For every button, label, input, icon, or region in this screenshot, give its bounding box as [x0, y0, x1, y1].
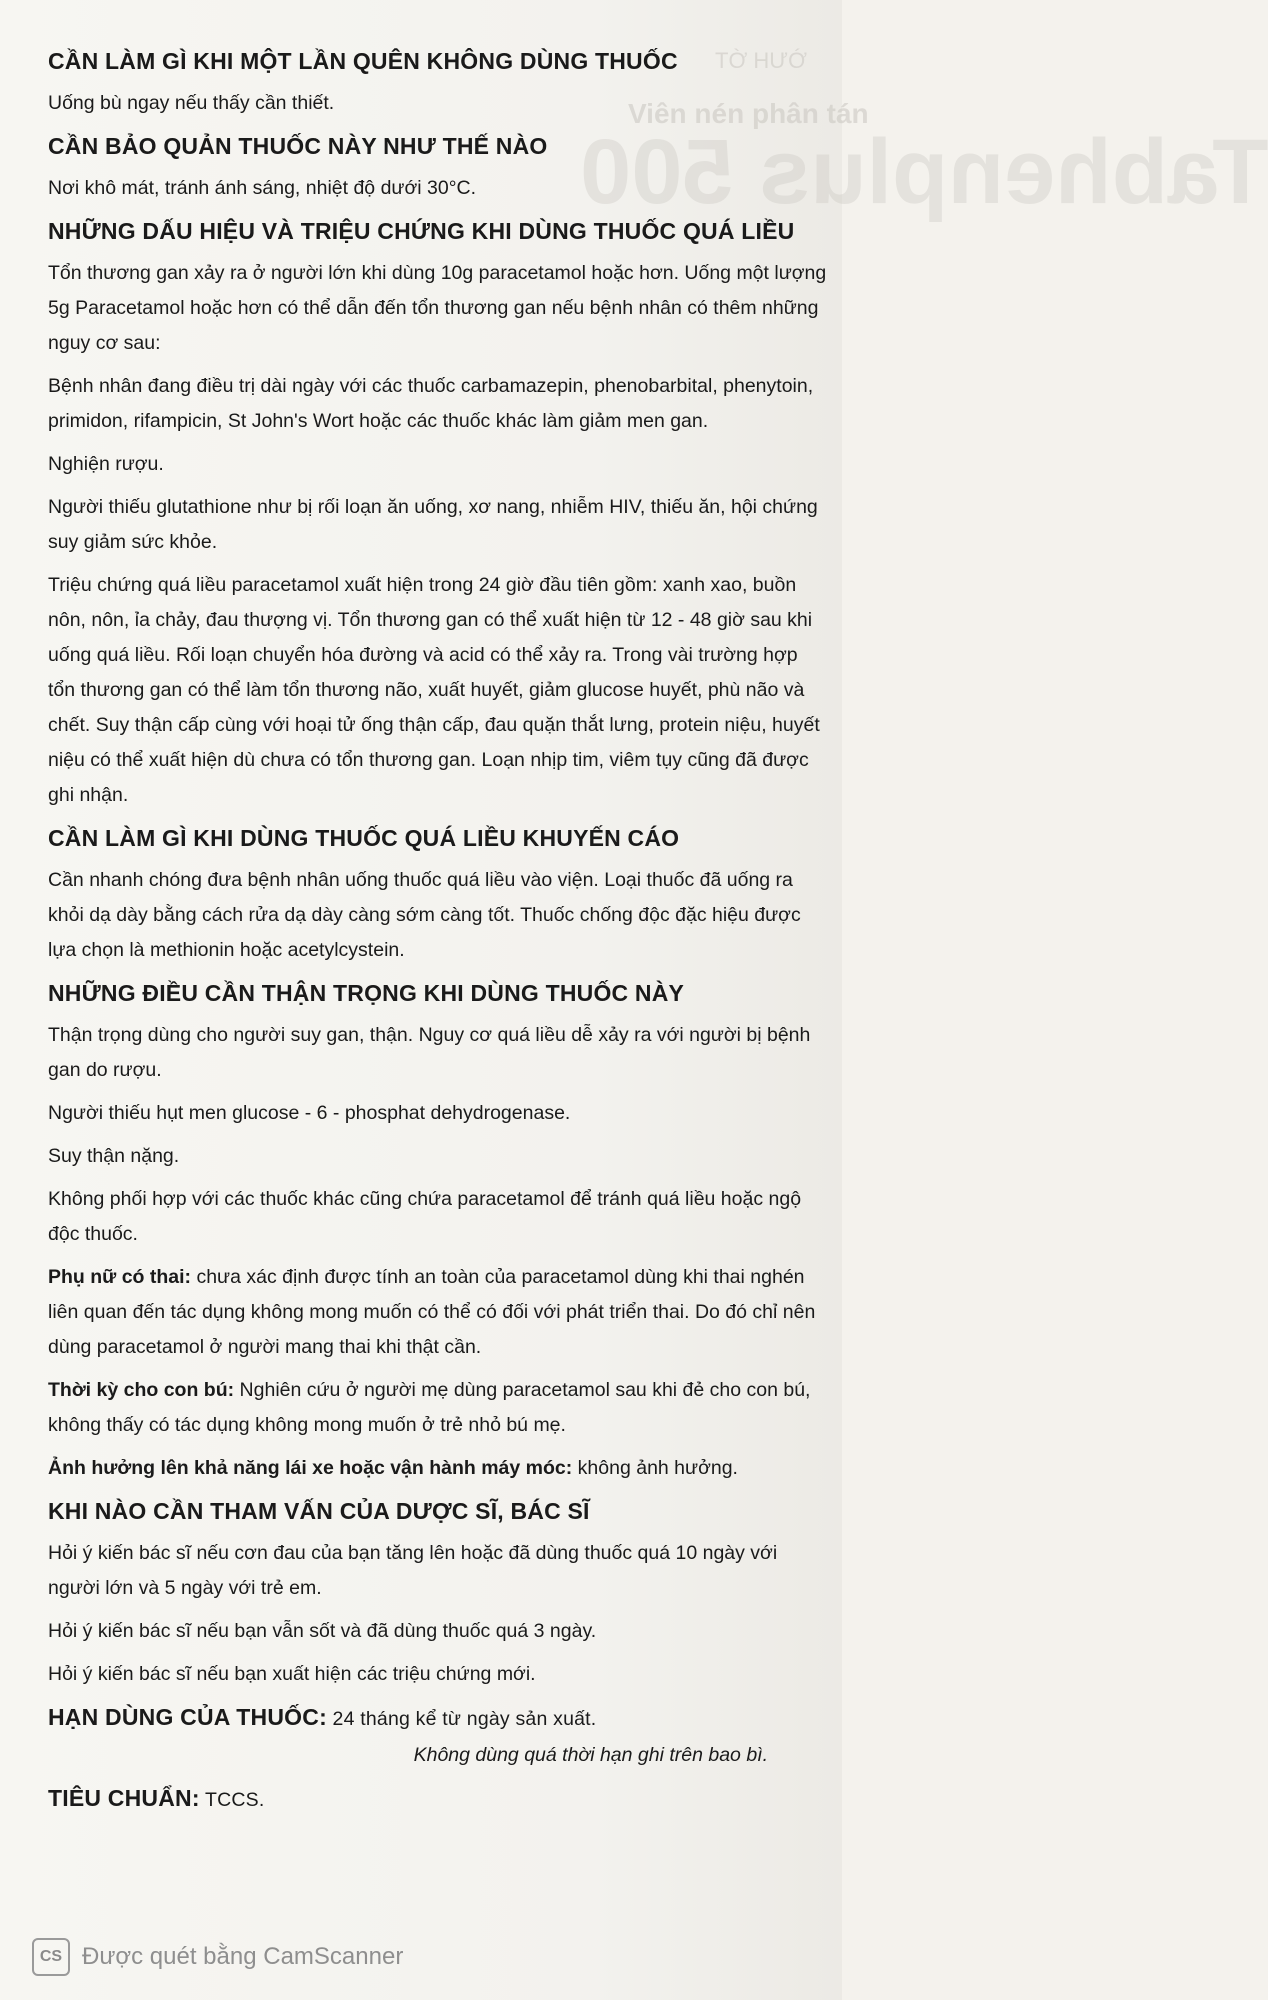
section-consult [48, 1494, 828, 1692]
labeled-paragraph-pregnancy [48, 1260, 828, 1365]
section-heading: CẦN LÀM GÌ KHI DÙNG THUỐC QUÁ LIỀU KHUYẾN CÁO [48, 825, 680, 851]
section-heading: KHI NÀO CẦN THAM VẤN CỦA DƯỢC SĨ, BÁC SĨ [48, 1498, 590, 1524]
section-text: Người thiếu glutathione như bị rối loạn ăn uống, xơ nang, nhiễm HIV, thiếu ăn, hội chứng suy giảm sức khỏe. [48, 496, 818, 553]
section-text: Nơi khô mát, tránh ánh sáng, nhiệt độ dưới 30°C. [48, 177, 476, 199]
section-text: Không phối hợp với các thuốc khác cũng chứa paracetamol để tránh quá liều hoặc ngộ độc thuốc. [48, 1188, 802, 1245]
section-text: Người thiếu hụt men glucose - 6 - phosphat dehydrogenase. [48, 1102, 571, 1124]
paragraph-body: Nghiên cứu ở người mẹ dùng paracetamol sau khi đẻ cho con bú, không thấy có tác dụng không mong muốn ở trẻ nhỏ bú mẹ. [48, 1379, 811, 1436]
section-text: Suy thận nặng. [48, 1145, 180, 1167]
camscanner-logo-icon: CS [32, 1938, 70, 1976]
section-expiry [48, 1700, 828, 1773]
paragraph-label: Ảnh hưởng lên khả năng lái xe hoặc vận hành máy móc: [48, 1457, 573, 1479]
paragraph-label: Phụ nữ có thai: [48, 1266, 192, 1288]
scanner-watermark [32, 1938, 403, 1976]
expiry-value: 24 tháng kể từ ngày sản xuất. [326, 1708, 597, 1730]
section-text: Tổn thương gan xảy ra ở người lớn khi dùng 10g paracetamol hoặc hơn. Uống một lượng 5g Paracetamol hoặc hơn có thể dẫn đến tổn thương gan nếu bệnh nhân có thêm những nguy cơ sau: [48, 262, 827, 354]
section-overdose-action [48, 821, 828, 968]
labeled-paragraph-breastfeeding [48, 1373, 828, 1443]
section-text: Uống bù ngay nếu thấy cần thiết. [48, 92, 335, 114]
section-overdose-symptoms [48, 214, 828, 813]
watermark-text: Được quét bằng CamScanner [82, 1943, 404, 1970]
labeled-paragraph-driving [48, 1451, 828, 1486]
paragraph-body: chưa xác định được tính an toàn của paracetamol dùng khi thai nghén liên quan đến tác dụng không mong muốn có thể có đối với phát triển thai. Do đó chỉ nên dùng paracetamol ở người mang thai khi thật cần. [48, 1266, 816, 1358]
section-text: Nghiện rượu. [48, 453, 164, 475]
bleed-through-brand: Tabhenplus 500 [580, 121, 1268, 223]
leaflet-content [48, 44, 828, 1825]
section-precautions [48, 976, 828, 1486]
paragraph-body: không ảnh hưởng. [572, 1457, 738, 1479]
section-text: Hỏi ý kiến bác sĩ nếu cơn đau của bạn tăng lên hoặc đã dùng thuốc quá 10 ngày với người lớn và 5 ngày với trẻ em. [48, 1542, 778, 1599]
standard-value: TCCS. [199, 1789, 265, 1811]
expiry-line [48, 1700, 828, 1736]
section-text: Thận trọng dùng cho người suy gan, thận. Nguy cơ quá liều dễ xảy ra với người bị bệnh gan do rượu. [48, 1024, 811, 1081]
section-text: Triệu chứng quá liều paracetamol xuất hiện trong 24 giờ đầu tiên gồm: xanh xao, buồn nôn, nôn, ỉa chảy, đau thượng vị. Tổn thương gan có thể xuất hiện từ 12 - 48 giờ sau khi uống quá liều. Rối loạn chuyển hóa đường và acid có thể xảy ra. Trong vài trường hợp tổn thương gan có thể làm tổn thương não, xuất huyết, giảm glucose huyết, phù não và chết. Suy thận cấp cùng với hoại tử ống thận cấp, đau quặn thắt lưng, protein niệu, huyết niệu có thể xuất hiện dù chưa có tổn thương gan. Loạn nhịp tim, viêm tụy cũng đã được ghi nhận. [48, 574, 820, 806]
section-missed-dose [48, 44, 828, 121]
section-text: Hỏi ý kiến bác sĩ nếu bạn vẫn sốt và đã dùng thuốc quá 3 ngày. [48, 1620, 597, 1642]
section-text: Cần nhanh chóng đưa bệnh nhân uống thuốc quá liều vào viện. Loại thuốc đã uống ra khỏi dạ dày bằng cách rửa dạ dày càng sớm càng tốt. Thuốc chống độc đặc hiệu được lựa chọn là methionin hoặc acetylcystein. [48, 869, 801, 961]
bleed-through-text: Viên nén phân tán [628, 98, 869, 129]
section-storage [48, 129, 828, 206]
section-text: Bệnh nhân đang điều trị dài ngày với các thuốc carbamazepin, phenobarbital, phenytoin, primidon, rifampicin, St John's Wort hoặc các thuốc khác làm giảm men gan. [48, 375, 814, 432]
section-heading: CẦN BẢO QUẢN THUỐC NÀY NHƯ THẾ NÀO [48, 133, 548, 159]
expiry-label: HẠN DÙNG CỦA THUỐC: [48, 1704, 327, 1730]
section-heading: NHỮNG DẤU HIỆU VÀ TRIỆU CHỨNG KHI DÙNG THUỐC QUÁ LIỀU [48, 218, 795, 244]
standard-line [48, 1781, 828, 1817]
section-heading: NHỮNG ĐIỀU CẦN THẬN TRỌNG KHI DÙNG THUỐC NÀY [48, 980, 685, 1006]
expiry-note: Không dùng quá thời hạn ghi trên bao bì. [413, 1744, 768, 1766]
section-text: Hỏi ý kiến bác sĩ nếu bạn xuất hiện các triệu chứng mới. [48, 1663, 536, 1685]
bleed-through-text: TỜ HƯỚ [715, 48, 807, 73]
standard-label: TIÊU CHUẨN: [48, 1785, 200, 1811]
section-standard [48, 1781, 828, 1817]
section-heading: CẦN LÀM GÌ KHI MỘT LẦN QUÊN KHÔNG DÙNG THUỐC [48, 48, 678, 74]
paragraph-label: Thời kỳ cho con bú: [48, 1379, 235, 1401]
